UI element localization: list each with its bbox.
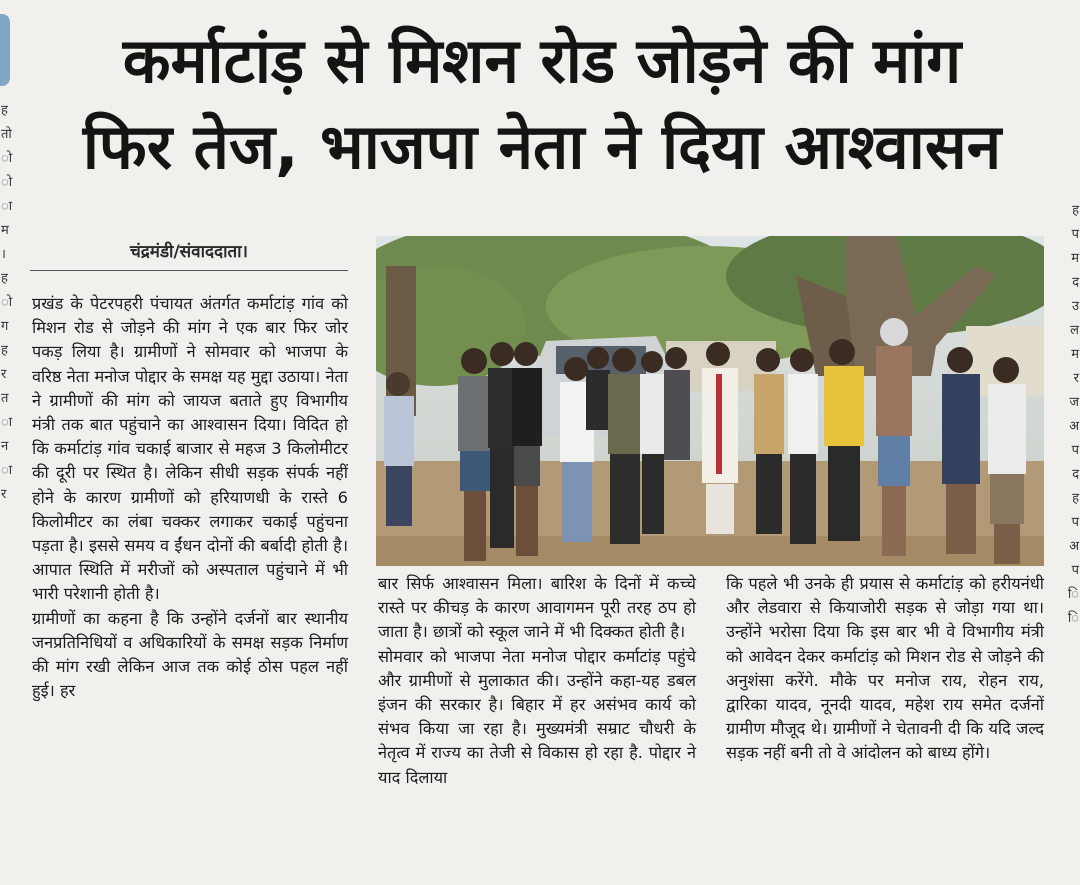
edge-glyph: न (1, 439, 9, 454)
article-column-3 (726, 572, 1044, 766)
edge-glyph: ि (1067, 611, 1079, 626)
edge-glyph: ह (1, 271, 8, 286)
scroll-tab-handle[interactable] (0, 14, 10, 86)
edge-glyph: त (1, 391, 9, 406)
edge-glyph: र (1, 367, 7, 382)
edge-glyph: ा (1, 463, 13, 478)
villagers-group-photo (376, 236, 1044, 566)
edge-glyph: द (1072, 275, 1079, 290)
edge-glyph: ा (1, 199, 13, 214)
paragraph: कि पहले भी उनके ही प्रयास से कर्माटांड़ को हरीयनंधी और लेडवारा से कियाजोरी सड़क से जोड़ा गया था। उन्होंने भरोसा दिया कि इस बार भी वे विभागीय मंत्री को आवेदन देकर कर्माटांड़ को मिशन रोड से जोड़ने की अनुशंसा करेंगे. मौके पर मनोज राय, रोहन राय, द्वारिका यादव, नूनदी यादव, महेश राय समेत दर्जनों ग्रामीण मौजूद थे। ग्रामीणों ने चेतावनी दी कि यदि जल्द सड़क नहीं बनी तो वे आंदोलन को बाध्य होंगे। (726, 574, 1044, 763)
edge-glyph: ह (1, 343, 8, 358)
edge-glyph: म (1071, 347, 1079, 362)
edge-glyph: र (1073, 371, 1079, 386)
article-column-1 (32, 292, 348, 703)
edge-glyph: प (1071, 563, 1079, 578)
news-photo (376, 236, 1044, 566)
right-column-edge (1066, 200, 1080, 720)
edge-glyph: म (1, 223, 9, 238)
paragraph: बार सिर्फ आश्वासन मिला। बारिश के दिनों में कच्चे रास्ते पर कीचड़ के कारण आवागमन पूरी तरह ठप हो जाता है। छात्रों को स्कूल जाने में भी दिक्कत होती है। (378, 574, 696, 642)
edge-glyph: ल (1070, 323, 1079, 338)
edge-glyph: ह (1072, 491, 1079, 506)
edge-glyph: उ (1071, 299, 1079, 314)
edge-glyph: र (1, 487, 7, 502)
headline-line-2: फिर तेज, भाजपा नेता ने दिया आश्वासन (82, 110, 1002, 183)
edge-glyph: ह (1, 103, 8, 118)
article-column-2 (378, 572, 696, 790)
paragraph: प्रखंड के पेटरपहरी पंचायत अंतर्गत कर्माटांड़ गांव को मिशन रोड से जोड़ने की मांग ने एक बार फिर जोर पकड़ लिया है। ग्रामीणों ने सोमवार को भाजपा के वरिष्ठ नेता मनोज पोद्दार के समक्ष यह मुद्दा उठाया। नेता ने ग्रामीणों की मांग को जायज बताते हुए विभागीय मंत्री तक बात पहुंचाने का आश्वासन दिया। विदित हो कि कर्माटांड़ गांव चकाई बाजार से महज 3 किलोमीटर की दूरी पर स्थित है। लेकिन सीधी सड़क संपर्क नहीं होने के कारण ग्रामीणों को हरियाणधी के रास्ते 6 किलोमीटर का लंबा चक्कर लगाकर चकाई पहुंचना पड़ता है। इससे समय व ईंधन दोनों की बर्बादी होती है। आपात स्थिति में मरीजों को अस्पताल पहुंचाने में भी भारी परेशानी होती है। (32, 294, 348, 604)
edge-glyph: ि (1067, 587, 1079, 602)
byline: चंद्रमंडी/संवाददाता। (30, 239, 348, 271)
edge-glyph: ज (1069, 395, 1079, 410)
edge-glyph: ग (1, 319, 9, 334)
headline-line-1: कर्माटांड़ से मिशन रोड जोड़ने की मांग (122, 24, 962, 97)
edge-glyph: ो (1, 175, 13, 190)
edge-glyph: अ (1069, 419, 1079, 434)
edge-glyph: अ (1069, 539, 1079, 554)
edge-glyph: म (1071, 251, 1079, 266)
edge-glyph: ो (1, 151, 13, 166)
edge-glyph: तो (1, 127, 12, 142)
left-column-edge (0, 100, 14, 885)
paragraph: सोमवार को भाजपा नेता मनोज पोद्दार कर्माटांड़ पहुंचे और ग्रामीणों से मुलाकात की। उन्होंने कहा-यह डबल इंजन की सरकार है। बिहार में हर असंभव कार्य को संभव किया जा रहा है। मुख्यमंत्री सम्राट चौधरी के नेतृत्व में राज्य का तेजी से विकास हो रहा है. पोद्दार ने याद दिलाया (378, 646, 696, 787)
edge-glyph: ह (1072, 203, 1079, 218)
edge-glyph: । (1, 247, 6, 262)
edge-glyph: द (1072, 467, 1079, 482)
edge-glyph: प (1071, 227, 1079, 242)
edge-glyph: ा (1, 415, 13, 430)
paragraph: ग्रामीणों का कहना है कि उन्होंने दर्जनों बार स्थानीय जनप्रतिनिधियों व अधिकारियों के समक्ष सड़क निर्माण की मांग रखी लेकिन आज तक कोई ठोस पहल नहीं हुई। हर (32, 608, 348, 701)
edge-glyph: ो (1, 295, 13, 310)
edge-glyph: प (1071, 443, 1079, 458)
headline (22, 18, 1062, 190)
edge-glyph: प (1071, 515, 1079, 530)
